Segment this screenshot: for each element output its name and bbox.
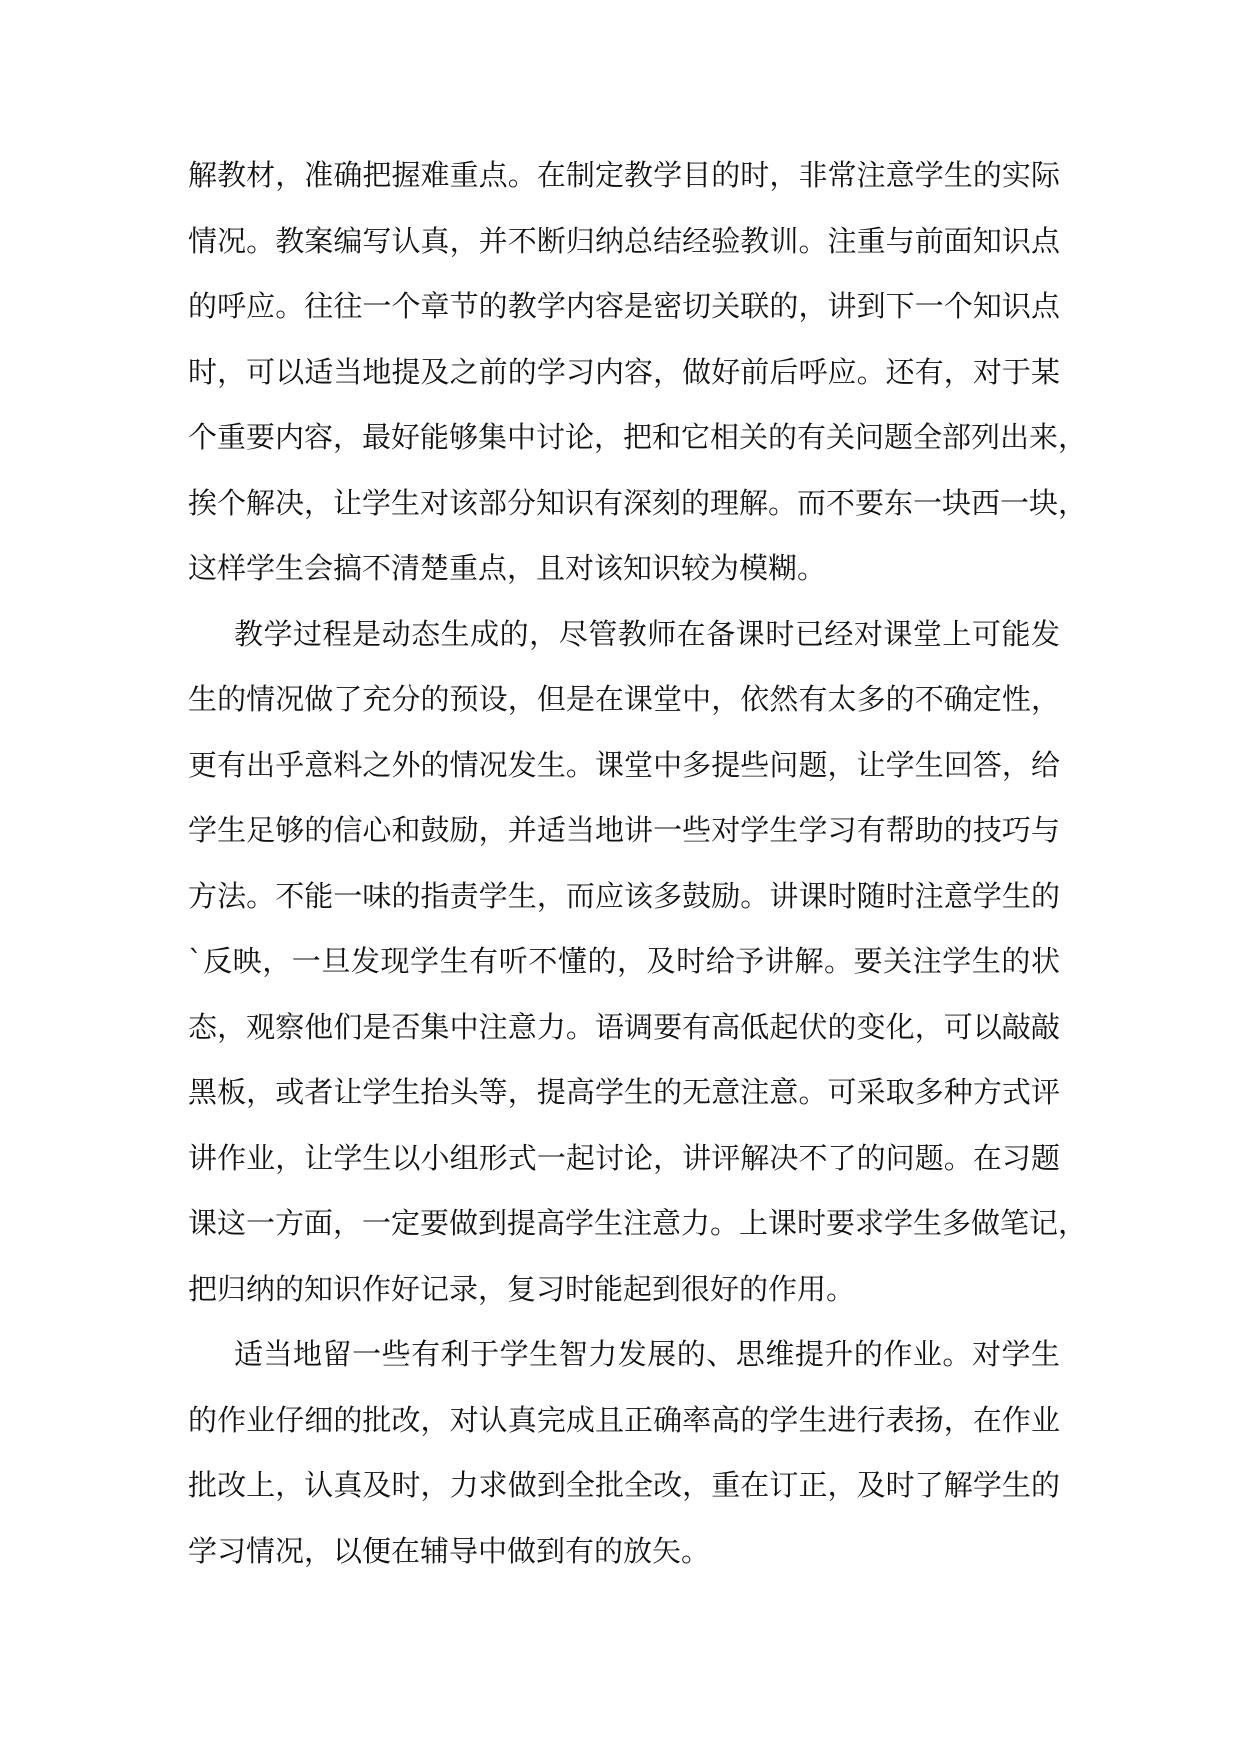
paragraph-3-line-1: 适当地留一些有利于学生智力发展的、思维提升的作业。对学生 bbox=[234, 1337, 1060, 1371]
paragraph-3-line-4: 学习情况，以便在辅导中做到有的放矢。 bbox=[188, 1533, 711, 1568]
paragraph-1-line-5: 个重要内容，最好能够集中讨论，把和它相关的有关问题全部列出来， bbox=[188, 420, 1088, 454]
paragraph-2-line-2: 生的情况做了充分的预设，但是在课堂中，依然有太多的不确定性， bbox=[188, 682, 1060, 716]
paragraph-2-line-4: 学生足够的信心和鼓励，并适当地讲一些对学生学习有帮助的技巧与 bbox=[188, 813, 1060, 847]
paragraph-1-line-2: 情况。教案编写认真，并不断归纳总结经验教训。注重与前面知识点 bbox=[188, 223, 1060, 258]
paragraph-2-line-5: 方法。不能一味的指责学生，而应该多鼓励。讲课时随时注意学生的 bbox=[188, 878, 1060, 913]
paragraph-1-line-1: 解教材，准确把握难重点。在制定教学目的时，非常注意学生的实际 bbox=[188, 158, 1060, 192]
paragraph-3-line-3: 批改上，认真及时，力求做到全批全改，重在订正，及时了解学生的 bbox=[188, 1468, 1060, 1502]
paragraph-1-line-6: 挨个解决，让学生对该部分知识有深刻的理解。而不要东一块西一块， bbox=[188, 485, 1088, 520]
paragraph-2-line-6: `反映，一旦发现学生有听不懂的，及时给予讲解。要关注学生的状 bbox=[188, 944, 1060, 978]
paragraph-1-line-3: 的呼应。往往一个章节的教学内容是密切关联的，讲到下一个知识点 bbox=[188, 289, 1060, 323]
paragraph-1-line-7: 这样学生会搞不清楚重点，且对该知识较为模糊。 bbox=[188, 551, 827, 585]
paragraph-3-line-2: 的作业仔细的批改，对认真完成且正确率高的学生进行表扬，在作业 bbox=[188, 1402, 1060, 1437]
paragraph-2-line-11: 把归纳的知识作好记录，复习时能起到很好的作用。 bbox=[188, 1271, 856, 1306]
paragraph-2-line-9: 讲作业，让学生以小组形式一起讨论，讲评解决不了的问题。在习题 bbox=[188, 1140, 1060, 1175]
paragraph-2-line-10: 课这一方面，一定要做到提高学生注意力。上课时要求学生多做笔记， bbox=[188, 1206, 1088, 1240]
paragraph-2-line-1: 教学过程是动态生成的，尽管教师在备课时已经对课堂上可能发 bbox=[234, 616, 1060, 651]
paragraph-2-line-8: 黑板，或者让学生抬头等，提高学生的无意注意。可采取多种方式评 bbox=[188, 1075, 1060, 1109]
paragraph-2-line-3: 更有出乎意料之外的情况发生。课堂中多提些问题，让学生回答，给 bbox=[188, 747, 1060, 782]
body-text bbox=[188, 143, 1088, 1584]
paragraph-1-line-4: 时，可以适当地提及之前的学习内容，做好前后呼应。还有，对于某 bbox=[188, 354, 1060, 389]
paragraph-2-line-7: 态，观察他们是否集中注意力。语调要有高低起伏的变化，可以敲敲 bbox=[188, 1009, 1060, 1044]
